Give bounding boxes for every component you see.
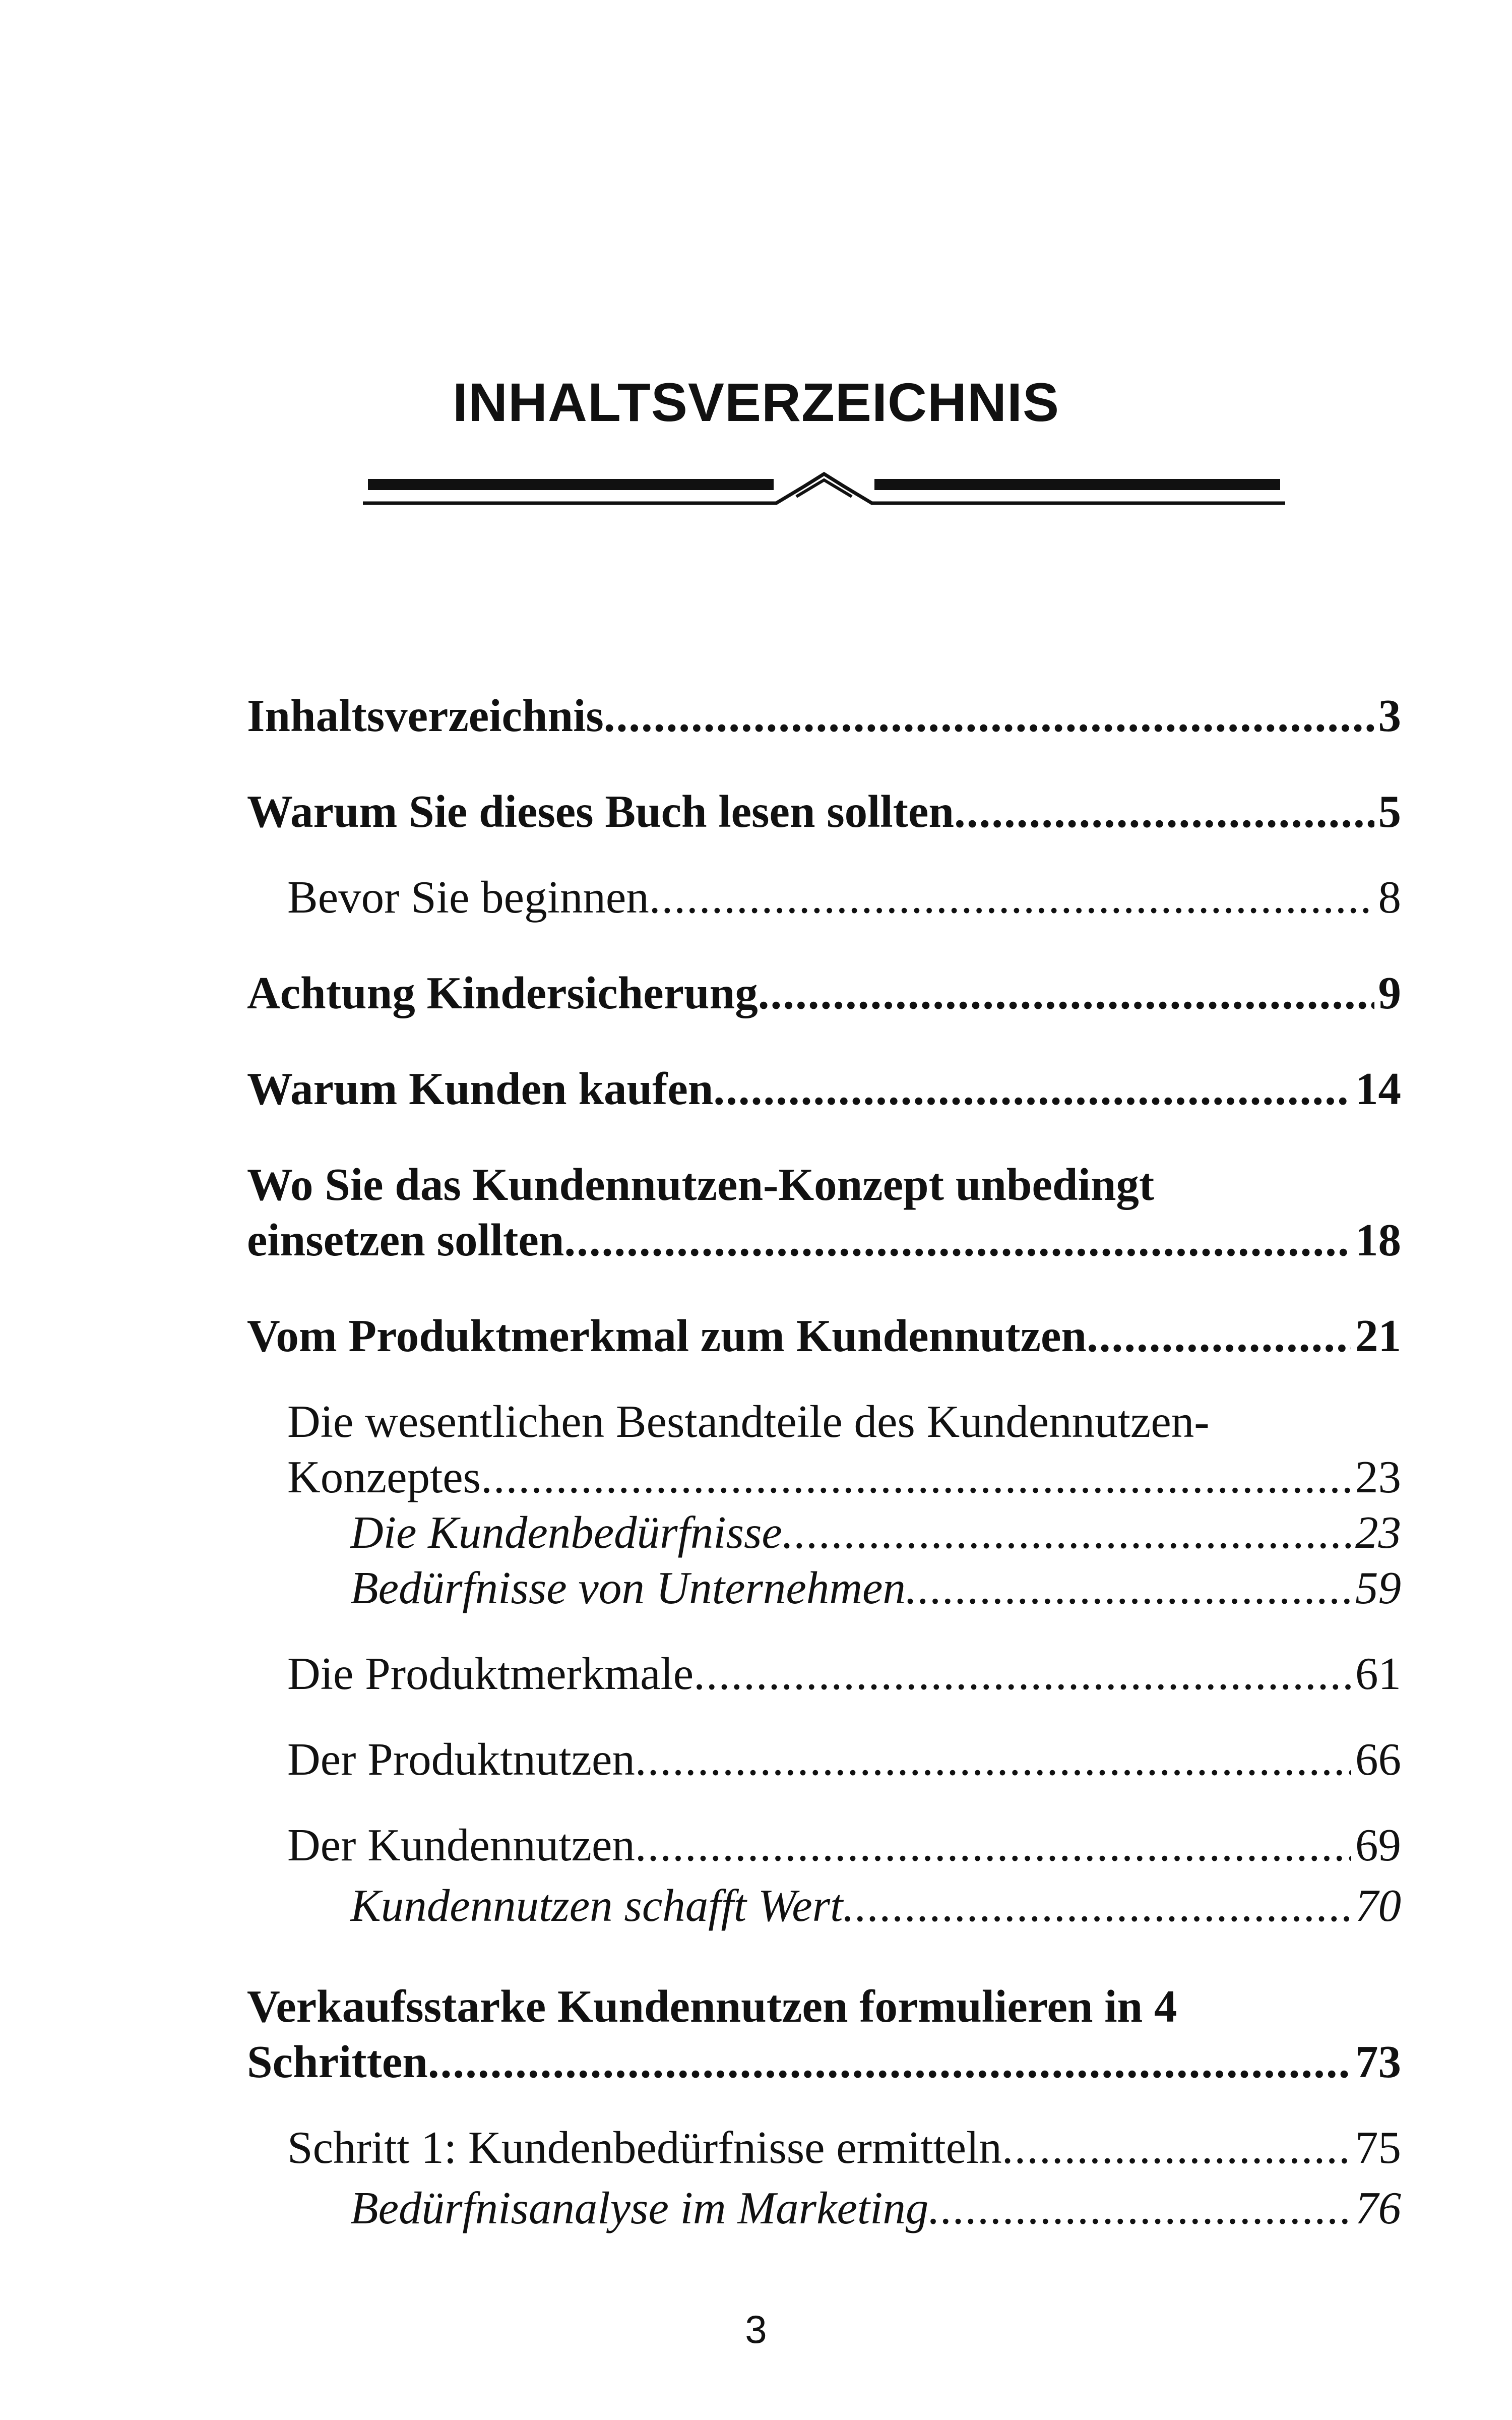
toc-entry[interactable] [247, 1061, 1401, 1117]
toc-entry-title: Der Produktnutzen [287, 1734, 635, 1785]
toc-entry-page: 76 [1355, 2183, 1401, 2233]
toc-entry-page: 14 [1355, 1063, 1401, 1114]
toc-leader-dots [782, 1505, 1351, 1560]
toc-entry-title: Bedürfnisse von Unternehmen [350, 1562, 906, 1613]
toc-leader-dots [604, 688, 1374, 744]
toc-entry[interactable] [247, 1646, 1401, 1702]
toc-entry[interactable] [247, 965, 1401, 1021]
toc-entry-page: 21 [1355, 1310, 1401, 1361]
toc-entry-page: 69 [1355, 1820, 1401, 1870]
toc-entry[interactable] [247, 2181, 1401, 2236]
toc-entry[interactable] [247, 1157, 1401, 1268]
toc-entry[interactable] [247, 1732, 1401, 1787]
toc-entry-page: 5 [1378, 786, 1401, 837]
toc-leader-dots [1087, 1308, 1351, 1364]
toc-entry-page: 75 [1355, 2122, 1401, 2173]
toc-leader-dots [635, 1818, 1351, 1873]
toc-entry-title-line1: Die wesentlichen Bestandteile des Kundennutzen- [287, 1396, 1210, 1447]
toc-leader-dots [906, 1560, 1351, 1616]
toc-entry[interactable] [247, 1308, 1401, 1364]
toc-entry-page: 8 [1378, 872, 1401, 923]
page-title: INHALTSVERZEICHNIS [452, 372, 1060, 433]
toc-entry[interactable] [247, 1979, 1401, 2090]
toc-leader-dots [564, 1213, 1351, 1268]
toc-entry-title: Schritten [247, 2036, 428, 2087]
toc-entry[interactable] [247, 1394, 1401, 1505]
toc-leader-dots [649, 870, 1374, 925]
toc-entry-title: Schritt 1: Kundenbedürfnisse ermitteln [287, 2122, 1002, 2173]
toc-entry[interactable] [247, 688, 1401, 744]
toc-entry[interactable] [247, 870, 1401, 925]
toc-entry-title: Kundennutzen schafft Wert [350, 1880, 843, 1931]
toc-leader-dots [843, 1878, 1351, 1933]
toc-entry-title: Inhaltsverzeichnis [247, 690, 604, 741]
toc-entry-title: Achtung Kindersicherung [247, 967, 758, 1018]
toc-entry-page: 66 [1355, 1734, 1401, 1785]
toc-leader-dots [713, 1061, 1351, 1117]
toc-leader-dots [635, 1732, 1351, 1787]
toc-entry-page: 70 [1355, 1880, 1401, 1931]
toc-entry[interactable] [247, 1560, 1401, 1616]
toc-entry[interactable] [247, 2120, 1401, 2175]
toc-entry[interactable] [247, 1818, 1401, 1873]
toc-entry-title-line1: Wo Sie das Kundennutzen-Konzept unbedingt [247, 1159, 1155, 1210]
toc-leader-dots [954, 784, 1374, 839]
toc-entry-title: Die Kundenbedürfnisse [350, 1507, 782, 1558]
toc-entry-title: Warum Kunden kaufen [247, 1063, 714, 1114]
toc-entry[interactable] [247, 1878, 1401, 1933]
toc-leader-dots [694, 1646, 1351, 1702]
toc-entry-page: 3 [1378, 690, 1401, 741]
toc-leader-dots [1002, 2120, 1351, 2175]
toc-entry-page: 9 [1378, 967, 1401, 1018]
toc-entry-title: Bedürfnisanalyse im Marketing [350, 2183, 929, 2233]
toc-leader-dots [481, 1449, 1351, 1505]
toc-entry-title-line1: Verkaufsstarke Kundennutzen formulieren in 4 [247, 1981, 1177, 2032]
toc-entry-title: Warum Sie dieses Buch lesen sollten [247, 786, 954, 837]
toc-leader-dots [928, 2181, 1351, 2236]
toc-entry-title: Vom Produktmerkmal zum Kundennutzen [247, 1310, 1087, 1361]
title-ornament-divider [363, 469, 1285, 514]
toc-entry-page: 23 [1355, 1507, 1401, 1558]
toc-entry-page: 18 [1355, 1215, 1401, 1265]
toc-entry-title: Der Kundennutzen [287, 1820, 635, 1870]
toc-entry-page: 59 [1355, 1562, 1401, 1613]
toc-entry[interactable] [247, 784, 1401, 839]
toc-entry-title: Konzeptes [287, 1451, 481, 1502]
page-number: 3 [745, 2307, 767, 2351]
toc-entry[interactable] [247, 1505, 1401, 1560]
toc-entry-title: Die Produktmerkmale [287, 1648, 694, 1699]
toc-leader-dots [428, 2034, 1351, 2090]
toc-entry-page: 23 [1355, 1451, 1401, 1502]
toc-entry-title: einsetzen sollten [247, 1215, 564, 1265]
toc-entry-title: Bevor Sie beginnen [287, 872, 649, 923]
toc-leader-dots [758, 965, 1374, 1021]
toc-entry-page: 61 [1355, 1648, 1401, 1699]
toc-entry-page: 73 [1355, 2036, 1401, 2087]
